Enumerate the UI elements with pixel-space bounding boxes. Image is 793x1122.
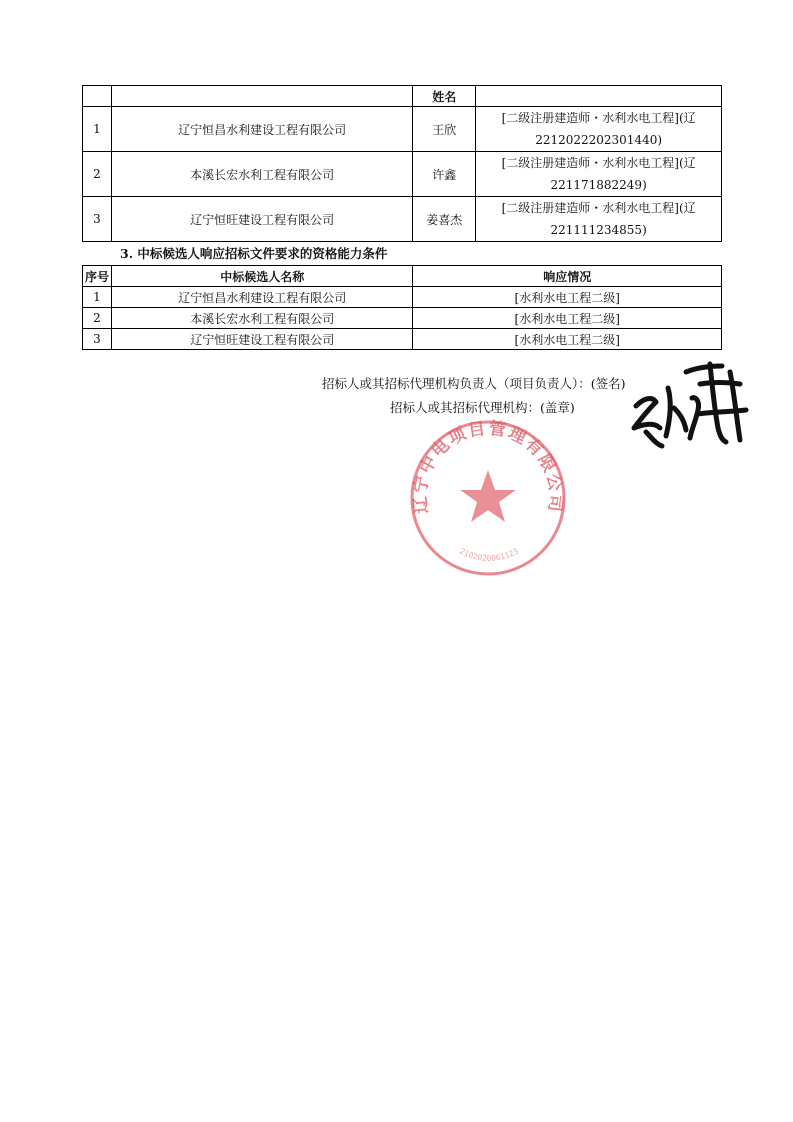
header-cell xyxy=(83,86,112,107)
row-number: 1 xyxy=(83,287,112,308)
table-row xyxy=(83,308,722,329)
table-header-row xyxy=(83,86,722,107)
certificate-line2: 2212022202301440) xyxy=(535,133,663,147)
company-name: 本溪长宏水利工程有限公司 xyxy=(111,152,412,197)
response: [水利水电工程二级] xyxy=(413,329,722,350)
table-row xyxy=(83,152,722,197)
table-row xyxy=(83,197,722,242)
table-row xyxy=(83,287,722,308)
qualification-table xyxy=(82,265,722,350)
company-name: 辽宁恒昌水利建设工程有限公司 xyxy=(111,287,413,308)
table-row xyxy=(83,329,722,350)
company-name: 本溪长宏水利工程有限公司 xyxy=(111,308,413,329)
star-icon xyxy=(460,470,516,522)
person-name: 王欣 xyxy=(413,107,476,152)
handwritten-signature xyxy=(626,358,750,450)
responsible-person-signature-line: 招标人或其招标代理机构负责人（项目负责人）：(签名) xyxy=(322,376,626,391)
certificate xyxy=(476,197,722,242)
row-number: 1 xyxy=(83,107,112,152)
certificate-line1: [二级注册建造师・水利水电工程](辽 xyxy=(501,156,696,170)
agency-seal-line: 招标人或其招标代理机构：(盖章) xyxy=(390,400,575,415)
table-row xyxy=(83,107,722,152)
header-cell xyxy=(476,86,722,107)
certificate-line1: [二级注册建造师・水利水电工程](辽 xyxy=(501,201,696,215)
certificate xyxy=(476,107,722,152)
row-number: 2 xyxy=(83,152,112,197)
row-number: 3 xyxy=(83,329,112,350)
header-cell-name: 姓名 xyxy=(413,86,476,107)
row-number: 3 xyxy=(83,197,112,242)
seal-number: 2102020061123 xyxy=(458,546,520,563)
response: [水利水电工程二级] xyxy=(413,308,722,329)
seal-text: 辽宁中电项目管理有限公司 xyxy=(410,418,566,515)
certificate xyxy=(476,152,722,197)
table-header-row xyxy=(83,266,722,287)
personnel-table xyxy=(82,85,722,242)
header-cell-response: 响应情况 xyxy=(413,266,722,287)
header-cell xyxy=(111,86,412,107)
company-name: 辽宁恒旺建设工程有限公司 xyxy=(111,329,413,350)
company-name: 辽宁恒昌水利建设工程有限公司 xyxy=(111,107,412,152)
section-heading: 3. 中标候选人响应招标文件要求的资格能力条件 xyxy=(120,246,388,261)
header-cell-number: 序号 xyxy=(83,266,112,287)
certificate-line1: [二级注册建造师・水利水电工程](辽 xyxy=(501,111,696,125)
person-name: 许鑫 xyxy=(413,152,476,197)
company-name: 辽宁恒旺建设工程有限公司 xyxy=(111,197,412,242)
certificate-line2: 221111234855) xyxy=(550,223,647,237)
official-seal xyxy=(408,418,568,578)
response: [水利水电工程二级] xyxy=(413,287,722,308)
row-number: 2 xyxy=(83,308,112,329)
person-name: 姜喜杰 xyxy=(413,197,476,242)
certificate-line2: 221171882249) xyxy=(550,178,647,192)
header-cell-company: 中标候选人名称 xyxy=(111,266,413,287)
